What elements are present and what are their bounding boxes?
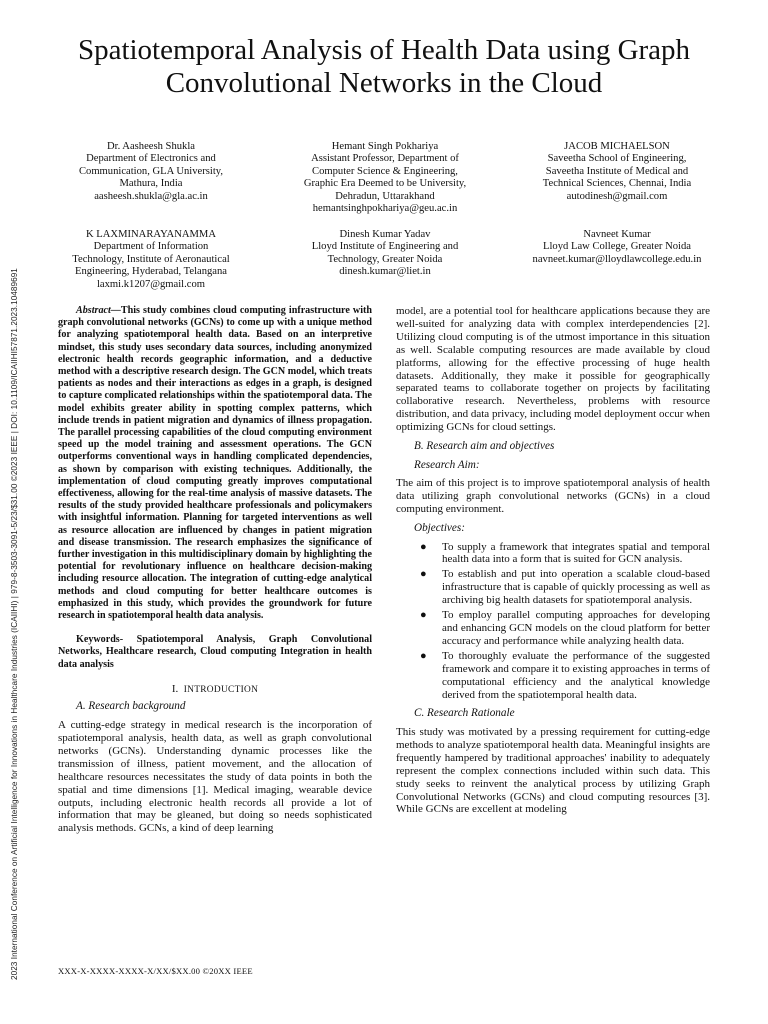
bullet-icon: ● bbox=[420, 609, 427, 622]
subheading-research-aim: B. Research aim and objectives bbox=[414, 440, 555, 453]
author-email: aasheesh.shukla@gla.ac.in bbox=[94, 190, 208, 202]
author-block bbox=[520, 229, 714, 266]
paragraph-research-rationale: This study was motivated by a pressing requirement for cutting-edge methods to analyze spatiotemporal health data. Meaningful insights are frequently hampered by traditional approaches' inability to adequately represent the complex connections included within such data. This study seeks to reinvent the analytical process by utilizing Graph Convolutional Networks (GCNs) and cloud computing resources [3]. While GCNs are excellent at modeling bbox=[396, 726, 710, 816]
author-affiliation: Engineering, Hyderabad, Telangana bbox=[74, 266, 228, 278]
objective-text: To thoroughly evaluate the performance of the suggested framework and compare it to existing approaches in terms of computational efficiency and the analytical knowledge derived from the spatiotemporal health data. bbox=[442, 649, 710, 701]
author-affiliation: Technology, Institute of Aeronautical bbox=[72, 253, 230, 265]
abstract bbox=[58, 305, 372, 622]
abstract-text: This study combines cloud computing infrastructure with graph convolutional networks (GCNs) to come up with a unique method for analyzing spatiotemporal health data. Based on an interpretive mindset, this study uses secondary data sources, including anonymized electronic health records geographic information, and a deductive method with a descriptive research design. The GCN model, which treats patients as nodes and their interactions as edges in a graph, is designed to capture complicated relationships within the spatiotemporal data. The model exhibits greater ability in spotting complex patterns, which include trends in patient migration and dynamics of illness propagation. The parallel processing capabilities of the cloud computing environment speed up the model training and assessment operations. The GCN outperforms conventional ways in handling complicated dependencies, as shown by comparison with existing techniques. Additionally, the implementation of cloud computing greatly improves computational effectiveness, allowing for the real-time analysis of massive datasets. The results of the study provided healthcare professionals and policymakers with insightful information. Planning for targeted interventions as well as resource allocation are influenced by changes in patient migration and disease transmission. The research emphasizes the significance of further investigation in this multidisciplinary domain by highlighting the potential for revolutionary influence on healthcare decision-making including resource allocation. The integration of cutting-edge analytical methods and cloud computing for better healthcare outcomes is emphasized in this study, which provides the groundwork for future research in spatiotemporal health data analysis. bbox=[58, 305, 372, 622]
list-item bbox=[396, 541, 710, 567]
paragraph-research-background: A cutting-edge strategy in medical research is the incorporation of spatiotemporal analysis, health data, as well as graph convolutional networks (GCNs). Understanding dynamic processes like the transmission of illness, patient movement, and the allocation of healthcare resources necessitates the study of data points in both the spatial and time dimensions [1]. Medical imaging, wearable device outputs, including electronic health records all provide a lot of information that may be gleaned, but doing so needs sophisticated analysis methods. GCNs, a kind of deep learning bbox=[58, 719, 372, 835]
copyright-footer: XXX-X-XXXX-XXXX-X/XX/$XX.00 ©20XX IEEE bbox=[58, 966, 253, 976]
author-affiliation: Department of Electronics and bbox=[86, 153, 216, 165]
objective-text: To employ parallel computing approaches for developing and enhancing GCN models on the cloud platform for better accuracy and performance while analyzing health data. bbox=[442, 609, 710, 647]
author-affiliation: Mathura, India bbox=[119, 178, 183, 190]
research-aim-label: Research Aim: bbox=[414, 458, 480, 471]
author-email: hemantsinghpokhariya@geu.ac.in bbox=[312, 203, 458, 215]
subheading-research-background: A. Research background bbox=[76, 700, 186, 713]
keywords: Keywords- Spatiotemporal Analysis, Graph Convolutional Networks, Healthcare research, Cloud computing Integration in health data analysis bbox=[58, 634, 372, 670]
list-item bbox=[396, 650, 710, 702]
author-affiliation: Lloyd Institute of Engineering and bbox=[311, 241, 459, 253]
paper-title: Spatiotemporal Analysis of Health Data using Graph Convolutional Networks in the Cloud bbox=[77, 34, 691, 99]
author-affiliation: Dehradun, Uttarakhand bbox=[335, 190, 435, 202]
author-block bbox=[66, 141, 236, 203]
bullet-icon: ● bbox=[420, 540, 427, 553]
author-block bbox=[292, 141, 478, 215]
author-email: laxmi.k1207@gmail.com bbox=[96, 278, 206, 290]
objectives-label: Objectives: bbox=[414, 521, 465, 534]
author-affiliation: Communication, GLA University, bbox=[78, 165, 224, 177]
author-name: Hemant Singh Pokhariya bbox=[331, 141, 439, 152]
left-column bbox=[58, 305, 372, 841]
author-block bbox=[60, 229, 242, 291]
author-name: Dinesh Kumar Yadav bbox=[339, 229, 431, 240]
right-column bbox=[396, 305, 710, 822]
bullet-icon: ● bbox=[420, 568, 427, 581]
conference-doi-text: 2023 International Conference on Artificial Intelligence for Innovations in Healthcare Industries (ICAIIHI) | 979-8-3503-3091-5/23/$31.00 ©2023 IEEE | DOI: 10.1109/ICAIIHI57871.2023.10489691 bbox=[10, 268, 19, 980]
abstract-label: Abstract— bbox=[76, 305, 121, 316]
bullet-icon: ● bbox=[420, 649, 427, 662]
section-heading-introduction bbox=[58, 683, 372, 697]
author-email: dinesh.kumar@liet.in bbox=[339, 266, 431, 278]
author-email: autodinesh@gmail.com bbox=[566, 190, 668, 202]
section-title: INTRODUCTION bbox=[183, 684, 259, 695]
author-name: Navneet Kumar bbox=[583, 229, 651, 240]
objectives-list bbox=[396, 541, 710, 702]
author-affiliation: Saveetha School of Engineering, bbox=[547, 153, 687, 165]
author-affiliation: Technology, Greater Noida bbox=[327, 253, 443, 265]
author-affiliation: Lloyd Law College, Greater Noida bbox=[543, 241, 691, 253]
list-item bbox=[396, 568, 710, 607]
list-item bbox=[396, 609, 710, 648]
paragraph-research-aim: The aim of this project is to improve spatiotemporal analysis of health data utilizing graph convolutional networks (GCNs) in a cloud computing environment. bbox=[396, 477, 710, 516]
author-name: K LAXMINARAYANAMMA bbox=[86, 229, 216, 240]
author-affiliation: Saveetha Institute of Medical and bbox=[545, 165, 689, 177]
objective-text: To establish and put into operation a scalable cloud-based infrastructure that is capable of quickly processing as well as archiving big health datasets for spatiotemporal analysis. bbox=[442, 568, 710, 607]
author-affiliation: Computer Science & Engineering, bbox=[312, 165, 458, 177]
author-affiliation: Department of Information bbox=[93, 241, 209, 253]
author-affiliation: Technical Sciences, Chennai, India bbox=[542, 178, 692, 190]
author-affiliation: Graphic Era Deemed to be University, bbox=[303, 178, 467, 190]
section-number: I. bbox=[171, 682, 179, 695]
paragraph-research-background-continued: model, are a potential tool for healthcare applications because they are well-suited for analyzing data with complex interdependencies [2]. Utilizing cloud computing is of the utmost importance in this situation as well. Scalable computing resources are made available by cloud platforms, allowing for the effective processing of huge health datasets. Additionally, they make it possible for geographically separated teams to collaborate together on projects by facilitating collaborative research. Nevertheless, problems with resource distribution, and data privacy, including model deployment occur when optimizing GCNs for cloud settings. bbox=[396, 305, 710, 434]
objective-text: To supply a framework that integrates spatial and temporal health data into a form that is suited for GCN analysis. bbox=[442, 540, 710, 566]
author-name: JACOB MICHAELSON bbox=[564, 141, 670, 152]
subheading-research-rationale: C. Research Rationale bbox=[414, 707, 515, 720]
author-name: Dr. Aasheesh Shukla bbox=[107, 141, 195, 152]
conference-side-note bbox=[8, 180, 26, 980]
author-affiliation: Assistant Professor, Department of bbox=[311, 153, 459, 165]
author-block bbox=[527, 141, 707, 203]
author-email: navneet.kumar@lloydlawcollege.edu.in bbox=[532, 253, 702, 265]
author-block bbox=[298, 229, 472, 279]
